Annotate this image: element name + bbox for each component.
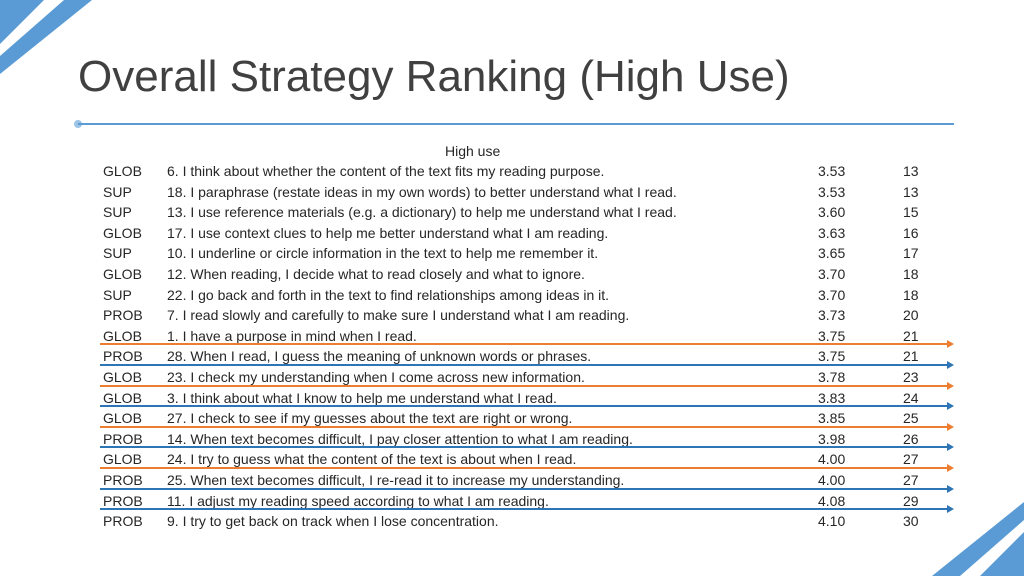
mean-cell: 3.60	[818, 204, 846, 221]
table-row	[0, 182, 1024, 203]
category-cell: PROB	[103, 348, 143, 365]
rank-cell: 16	[903, 224, 919, 241]
rank-cell: 18	[903, 286, 919, 303]
category-cell: GLOB	[103, 266, 142, 282]
mean-cell: 3.70	[818, 266, 846, 282]
table-row	[0, 305, 1024, 326]
rank-cell: 29	[903, 492, 919, 509]
mean-cell: 3.65	[818, 245, 846, 262]
category-cell: PROB	[103, 307, 143, 324]
rank-cell: 17	[903, 245, 919, 262]
category-cell: SUP	[103, 183, 132, 200]
mean-cell: 3.73	[818, 307, 846, 324]
statement-cell: 7. I read slowly and carefully to make sure I understand what I am reading.	[167, 307, 630, 324]
rank-cell: 21	[903, 327, 919, 344]
mean-cell: 4.08	[818, 492, 846, 509]
mean-cell: 4.00	[818, 472, 846, 488]
category-cell: GLOB	[103, 369, 142, 385]
statement-cell: 23. I check my understanding when I come across new information.	[167, 369, 585, 385]
rank-cell: 20	[903, 307, 919, 324]
rank-cell: 27	[903, 451, 919, 468]
category-cell: GLOB	[103, 327, 142, 344]
mean-cell: 3.98	[818, 430, 846, 447]
mean-cell: 3.70	[818, 286, 846, 303]
category-cell: GLOB	[103, 163, 142, 179]
slide-title: Overall Strategy Ranking (High Use)	[78, 52, 790, 101]
category-cell: SUP	[103, 204, 132, 221]
rank-cell: 18	[903, 266, 919, 282]
rank-cell: 21	[903, 348, 919, 365]
category-cell: GLOB	[103, 410, 142, 427]
rank-cell: 13	[903, 183, 919, 200]
category-cell: PROB	[103, 513, 143, 530]
table-row	[0, 285, 1024, 306]
statement-cell: 22. I go back and forth in the text to find relationships among ideas in it.	[167, 286, 610, 303]
category-cell: GLOB	[103, 389, 142, 406]
statement-cell: 6. I think about whether the content of the text fits my reading purpose.	[167, 163, 605, 179]
category-cell: SUP	[103, 286, 132, 303]
category-cell: PROB	[103, 430, 143, 447]
rank-cell: 26	[903, 430, 919, 447]
title-rule	[78, 123, 954, 125]
category-cell: PROB	[103, 472, 143, 488]
table-row	[0, 243, 1024, 264]
statement-cell: 25. When text becomes difficult, I re-read it to increase my understanding.	[167, 472, 625, 488]
table-header: High use	[445, 143, 501, 159]
statement-cell: 28. When I read, I guess the meaning of unknown words or phrases.	[167, 348, 592, 365]
statement-cell: 10. I underline or circle information in the text to help me remember it.	[167, 245, 599, 262]
mean-cell: 3.75	[818, 327, 846, 344]
rank-cell: 23	[903, 369, 919, 385]
rank-cell: 30	[903, 513, 919, 530]
mean-cell: 3.53	[818, 163, 846, 179]
rank-cell: 15	[903, 204, 919, 221]
mean-cell: 3.63	[818, 224, 846, 241]
category-cell: PROB	[103, 492, 143, 509]
table-row	[0, 264, 1024, 285]
statement-cell: 13. I use reference materials (e.g. a dictionary) to help me understand what I read.	[167, 204, 677, 221]
category-cell: SUP	[103, 245, 132, 262]
statement-cell: 9. I try to get back on track when I lose concentration.	[167, 513, 499, 530]
statement-cell: 27. I check to see if my guesses about the text are right or wrong.	[167, 410, 573, 427]
category-cell: GLOB	[103, 224, 142, 241]
table-row	[0, 223, 1024, 244]
statement-cell: 17. I use context clues to help me better understand what I am reading.	[167, 224, 609, 241]
category-cell: GLOB	[103, 451, 142, 468]
mean-cell: 3.83	[818, 389, 846, 406]
statement-cell: 1. I have a purpose in mind when I read.	[167, 327, 417, 344]
mean-cell: 3.85	[818, 410, 846, 427]
statement-cell: 24. I try to guess what the content of the text is about when I read.	[167, 451, 577, 468]
mean-cell: 3.53	[818, 183, 846, 200]
rank-cell: 27	[903, 472, 919, 488]
rank-cell: 24	[903, 389, 919, 406]
statement-cell: 14. When text becomes difficult, I pay closer attention to what I am reading.	[167, 430, 633, 447]
table-row	[0, 511, 1024, 532]
rank-cell: 13	[903, 163, 919, 179]
statement-cell: 11. I adjust my reading speed according to what I am reading.	[167, 492, 549, 509]
mean-cell: 4.10	[818, 513, 846, 530]
mean-cell: 4.00	[818, 451, 846, 468]
mean-cell: 3.78	[818, 369, 846, 385]
mean-cell: 3.75	[818, 348, 846, 365]
rank-cell: 25	[903, 410, 919, 427]
statement-cell: 3. I think about what I know to help me understand what I read.	[167, 389, 557, 406]
statement-cell: 18. I paraphrase (restate ideas in my own words) to better understand what I read.	[167, 183, 677, 200]
table-row	[0, 161, 1024, 182]
table-row	[0, 202, 1024, 223]
statement-cell: 12. When reading, I decide what to read closely and what to ignore.	[167, 266, 585, 282]
